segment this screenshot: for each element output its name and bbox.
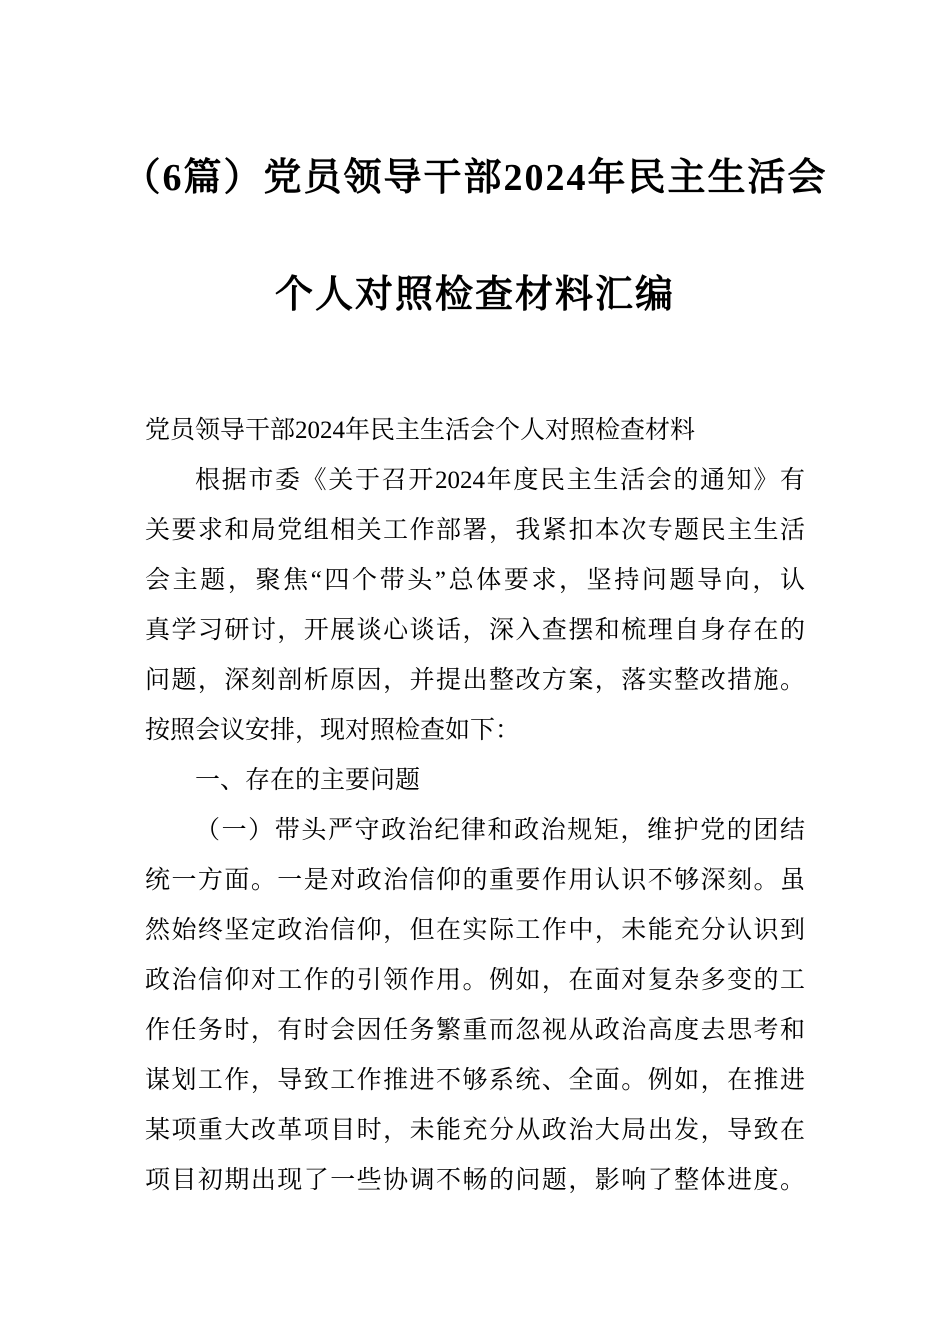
body-line: 政治信仰对工作的引领作用。例如，在面对复杂多变的工 [145,967,805,994]
body-text [145,406,805,1206]
body-line: 某项重大改革项目时，未能充分从政治大局出发，导致在 [145,1117,805,1144]
body-line: 真学习研讨，开展谈心谈话，深入查摆和梳理自身存在的 [145,617,805,644]
doc-title-line-1: （6篇）党员领导干部2024年民主生活会 [122,157,828,199]
body-line: 会主题，聚焦“四个带头”总体要求，坚持问题导向，认 [145,567,805,594]
body-line: 统一方面。一是对政治信仰的重要作用认识不够深刻。虽 [145,867,805,894]
body-line: （一）带头严守政治纪律和政治规矩，维护党的团结 [195,817,805,844]
body-line: 根据市委《关于召开2024年度民主生活会的通知》有 [195,467,805,494]
body-line: 问题，深刻剖析原因，并提出整改方案，落实整改措施。 [145,667,805,694]
body-line: 作任务时，有时会因任务繁重而忽视从政治高度去思考和 [145,1017,805,1044]
body-line: 关要求和局党组相关工作部署，我紧扣本次专题民主生活 [145,517,805,544]
body-line: 一、存在的主要问题 [195,767,421,794]
doc-title-line-2: 个人对照检查材料汇编 [274,274,675,316]
body-line: 然始终坚定政治信仰，但在实际工作中，未能充分认识到 [145,917,805,944]
body-line: 党员领导干部2024年民主生活会个人对照检查材料 [145,417,696,444]
doc-title [0,0,950,354]
body-line: 谋划工作，导致工作推进不够系统、全面。例如，在推进 [145,1067,805,1094]
body-line: 项目初期出现了一些协调不畅的问题，影响了整体进度。 [145,1167,805,1194]
body-line: 按照会议安排，现对照检查如下： [145,717,521,744]
